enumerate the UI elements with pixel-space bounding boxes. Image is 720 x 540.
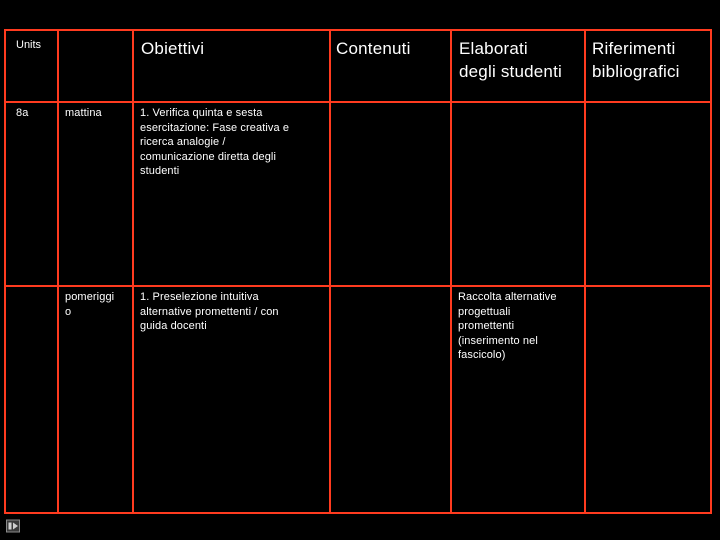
row2-elaborati: Raccolta alternative progettuali promettenti (inserimento nel fascicolo)	[458, 291, 557, 361]
row1-cell-unit	[4, 101, 59, 287]
header-riferimenti: Riferimenti bibliografici	[592, 39, 680, 81]
row1-obiettivi: 1. Verifica quinta e sesta esercitazione: Fase creativa e ricerca analogie / comunicazione diretta degli studenti	[140, 107, 290, 177]
row1-cell-contenuti	[329, 101, 452, 287]
row1-cell-riferimenti	[584, 101, 712, 287]
row2-time: pomeriggi o	[65, 291, 115, 318]
header-obiettivi: Obiettivi	[141, 39, 205, 58]
row1-cell-time	[57, 101, 134, 287]
header-contenuti: Contenuti	[336, 39, 411, 58]
row2-cell-contenuti	[329, 285, 452, 514]
row1-time: mattina	[65, 107, 102, 119]
row2-cell-unit	[4, 285, 59, 514]
row1-cell-elaborati	[450, 101, 586, 287]
slideshow-nav-icon[interactable]	[6, 519, 20, 533]
header-cell-time	[57, 29, 134, 103]
header-elaborati: Elaborati degli studenti	[459, 39, 562, 81]
row2-obiettivi: 1. Preselezione intuitiva alternative promettenti / con guida docenti	[140, 291, 279, 332]
row2-cell-riferimenti	[584, 285, 712, 514]
header-units: Units	[16, 39, 42, 51]
row1-unit: 8a	[16, 107, 29, 119]
row2-cell-time	[57, 285, 134, 514]
